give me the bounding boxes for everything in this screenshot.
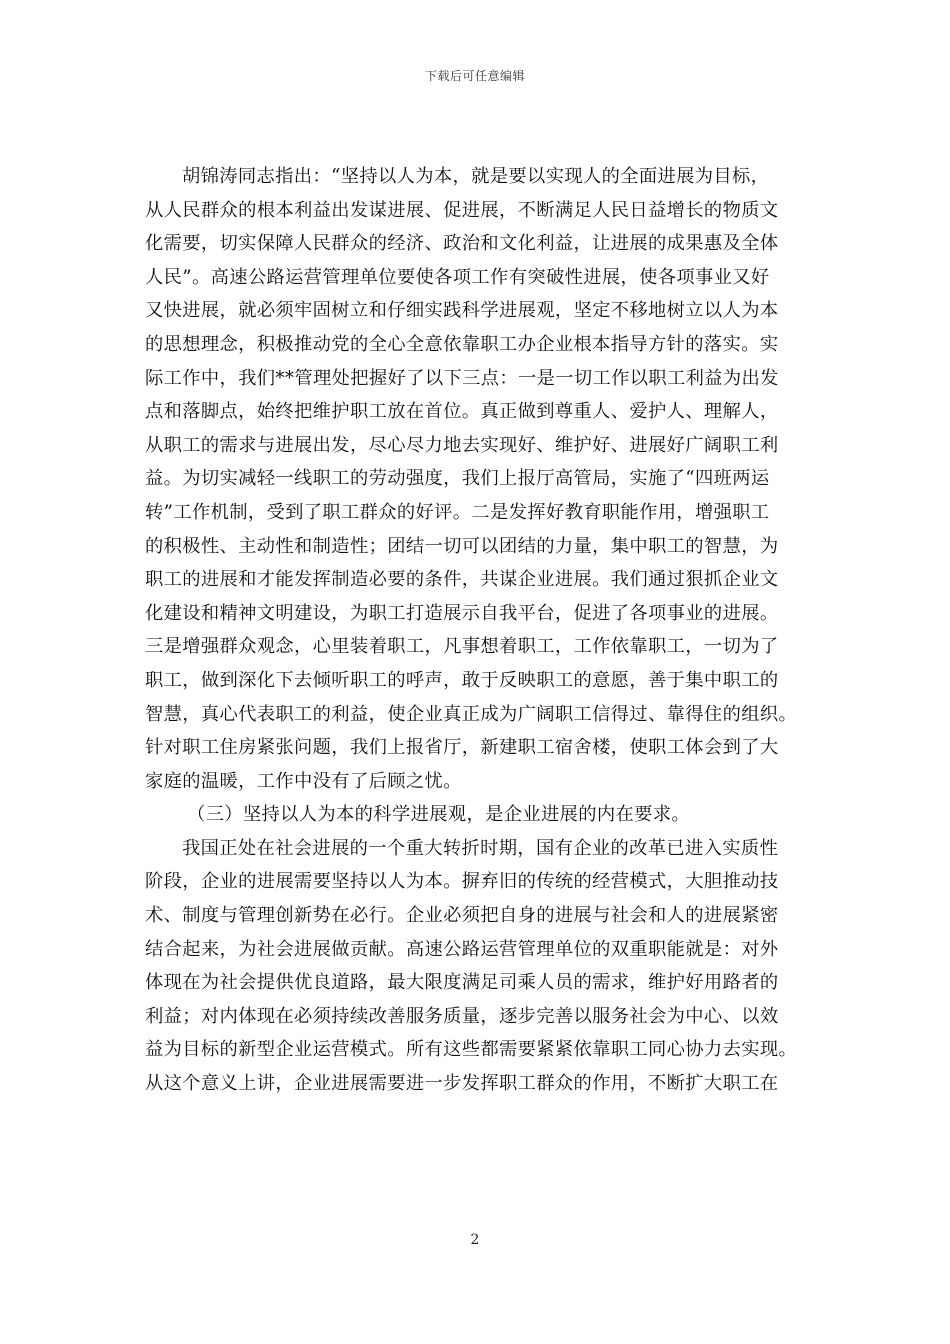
- text-line: 三是增强群众观念，心里装着职工，凡事想着职工，工作依靠职工，一切为了: [145, 636, 779, 658]
- text-line: 际工作中，我们**管理处把握好了以下三点：一是一切工作以职工利益为出发: [145, 367, 779, 389]
- text-line: 家庭的温暖，工作中没有了后顾之忧。: [145, 770, 462, 792]
- text-line: 利益；对内体现在必须持续改善服务质量，逐步完善以服务社会为中心、以效: [145, 1005, 779, 1027]
- section-heading: （三）坚持以人为本的科学进展观，是企业进展的内在要求。: [187, 804, 691, 826]
- document-body: [145, 160, 820, 1101]
- page-number: 2: [470, 1232, 480, 1248]
- text-line: 的积极性、主动性和制造性；团结一切可以团结的力量，集中职工的智慧，为: [145, 535, 779, 557]
- header-note: 下载后可任意编辑: [424, 69, 525, 83]
- text-line: 体现在为社会提供优良道路，最大限度满足司乘人员的需求，维护好用路者的: [145, 972, 779, 994]
- text-line: 化需要，切实保障人民群众的经济、政治和文化利益，让进展的成果惠及全体: [145, 233, 779, 255]
- text-line: 我国正处在社会进展的一个重大转折时期，国有企业的改革已进入实质性: [182, 837, 779, 859]
- text-line: 从职工的需求与进展出发，尽心尽力地去实现好、维护好、进展好广阔职工利: [145, 434, 779, 456]
- text-line: 智慧，真心代表职工的利益，使企业真正成为广阔职工信得过、靠得住的组织。: [145, 703, 798, 725]
- text-line: 胡锦涛同志指出：“坚持以人为本，就是要以实现人的全面进展为目标，: [182, 166, 770, 187]
- text-line: 又快进展，就必须牢固树立和仔细实践科学进展观，坚定不移地树立以人为本: [145, 300, 779, 322]
- text-line: 职工的进展和才能发挥制造必要的条件，共谋企业进展。我们通过狠抓企业文: [145, 569, 779, 591]
- text-line: 益为目标的新型企业运营模式。所有这些都需要紧紧依靠职工同心协力去实现。: [145, 1039, 798, 1061]
- text-line: 针对职工住房紧张问题，我们上报省厅，新建职工宿舍楼，使职工体会到了大: [145, 737, 779, 759]
- text-line: 从这个意义上讲，企业进展需要进一步发挥职工群众的作用，不断扩大职工在: [145, 1073, 779, 1095]
- text-line: 术、制度与管理创新势在必行。企业必须把自身的进展与社会和人的进展紧密: [145, 905, 779, 927]
- text-line: 化建设和精神文明建设，为职工打造展示自我平台，促进了各项事业的进展。: [145, 602, 779, 624]
- text-line: 人民”。高速公路运营管理单位要使各项工作有突破性进展，使各项事业又好: [145, 266, 770, 288]
- text-line: 转”工作机制，受到了职工群众的好评。二是发挥好教育职能作用，增强职工: [145, 501, 770, 523]
- text-line: 点和落脚点，始终把维护职工放在首位。真正做到尊重人、爱护人、理解人，: [145, 401, 779, 423]
- text-line: 从人民群众的根本利益出发谋进展、促进展，不断满足人民日益增长的物质文: [145, 199, 779, 221]
- text-line: 阶段，企业的进展需要坚持以人为本。摒弃旧的传统的经营模式，大胆推动技: [145, 871, 779, 893]
- text-line: 的思想理念，积极推动党的全心全意依靠职工办企业根本指导方针的落实。实: [145, 333, 779, 355]
- text-line: 结合起来，为社会进展做贡献。高速公路运营管理单位的双重职能就是：对外: [145, 938, 779, 960]
- text-line: 益。为切实减轻一线职工的劳动强度，我们上报厅高管局，实施了“四班两运: [145, 468, 770, 490]
- text-line: 职工，做到深化下去倾听职工的呼声，敢于反映职工的意愿，善于集中职工的: [145, 669, 779, 691]
